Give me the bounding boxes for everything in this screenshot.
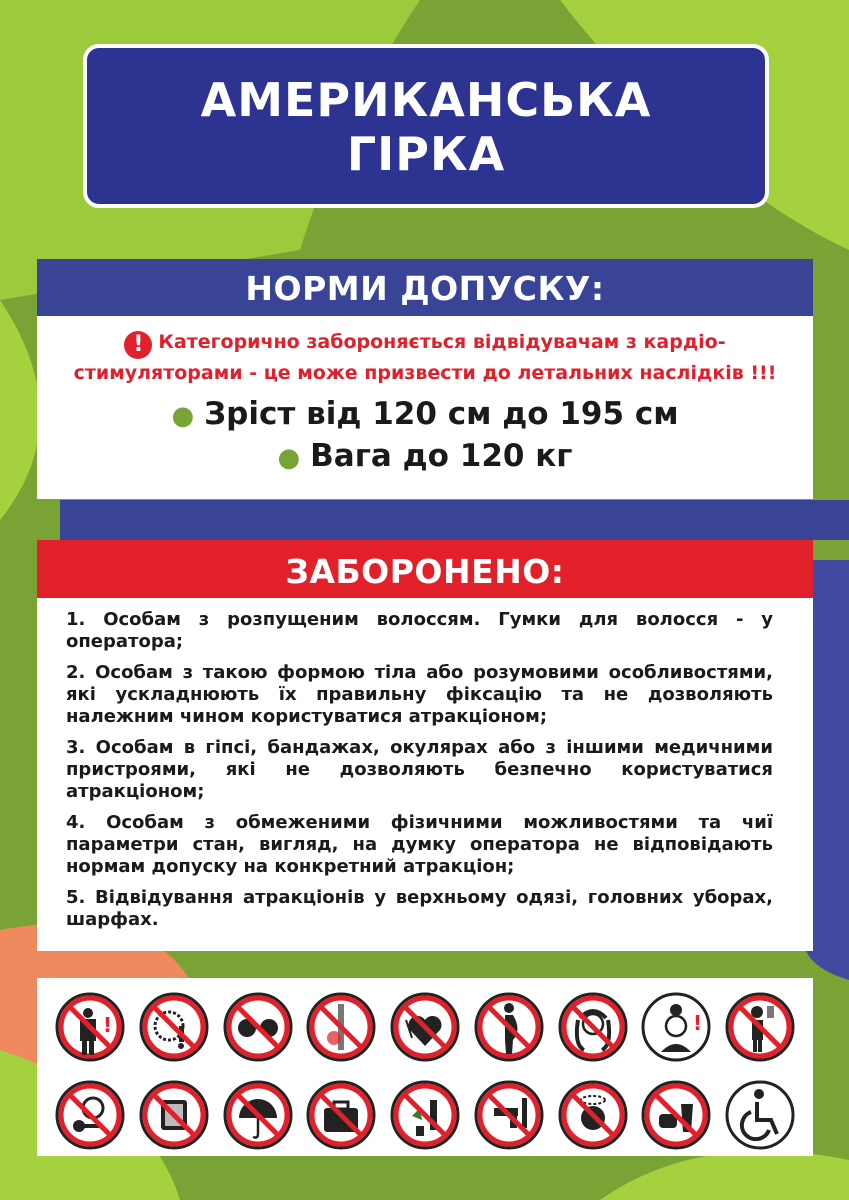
no-bags-icon [304,1078,378,1152]
no-umbrella-icon [221,1078,295,1152]
no-dizziness-icon [556,1078,630,1152]
no-keys-watch-icon [53,1078,127,1152]
tie-hair-icon [639,990,713,1064]
forbidden-panel [37,540,813,951]
norm-weight-text: Вага до 120 кг [310,438,573,474]
norm-height [37,394,813,436]
svg-text:!: ! [103,1013,113,1037]
no-pregnant-icon [472,990,546,1064]
no-glasses-icon [221,990,295,1064]
pacemaker-warning [37,328,813,388]
no-drugs-alcohol-icon [388,1078,462,1152]
no-phone-icon [137,1078,211,1152]
pictogram-panel [37,978,813,1156]
norm-height-text: Зріст від 120 см до 195 см [204,396,679,432]
svg-text:!: ! [693,1011,703,1035]
forbidden-heading: ЗАБОРОНЕНО: [37,540,813,598]
norms-panel [37,259,813,499]
title-line-2: ГІРКА [346,127,506,181]
bullet-icon: ● [277,443,301,473]
rule-item: 3. Особам в гіпсі, бандажах, окулярах або з іншими медичними пристроями, які не дозволяють безпечно користуватися атракціоном; [66,737,773,802]
pictogram-row [53,1078,797,1152]
rule-item: 4. Особам з обмеженими фізичними можливостями та чиї параметри стан, вигляд, на думку оператора не відповідають нормам допуску на конкретний атракціон; [66,812,773,877]
norms-heading: НОРМИ ДОПУСКУ: [37,259,813,316]
no-loose-hair-icon [556,990,630,1064]
no-loose-items-icon [53,990,127,1064]
no-back-injury-icon [304,990,378,1064]
exclamation-icon: ! [124,331,152,359]
no-drinking-icon [723,990,797,1064]
rule-item: 1. Особам з розпущеним волоссям. Гумки для волосся - у оператора; [66,609,773,652]
rule-item: 5. Відвідування атракціонів у верхньому одязі, головних уборах, шарфах. [66,887,773,930]
no-jewelry-icon [137,990,211,1064]
rules-list [37,609,813,931]
no-pacemaker-icon [388,990,462,1064]
pictogram-row [53,990,797,1064]
rule-item: 2. Особам з такою формою тіла або розумовими особливостями, які ускладнюють їх правильну фіксацію та не дозволяють належним чином користуватися атракціоном; [66,662,773,727]
norm-weight [37,436,813,478]
bullet-icon: ● [171,401,195,431]
wheelchair-icon [723,1078,797,1152]
title-banner [83,44,769,208]
warning-text: Категорично забороняється відвідувачам з кардіо-стимуляторами - це може призвести до летальних наслідків !!! [73,331,777,384]
no-weapons-icon [472,1078,546,1152]
no-food-drink-icon [639,1078,713,1152]
title-line-1: АМЕРИКАНСЬКА [200,73,652,127]
